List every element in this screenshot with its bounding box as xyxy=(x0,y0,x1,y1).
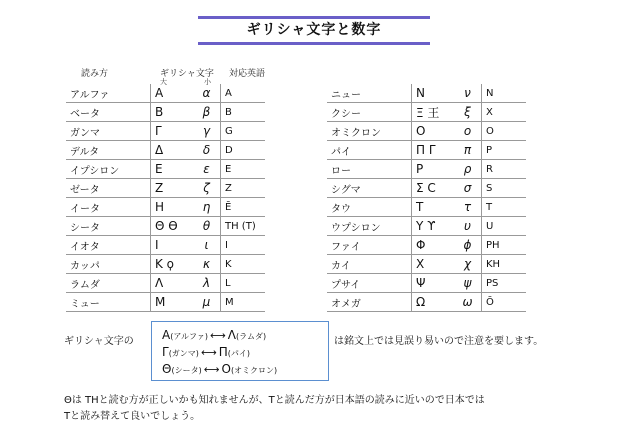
uppercase-letter: Ε xyxy=(151,160,194,179)
uppercase-letter: Ρ xyxy=(412,160,455,179)
letter-reading: アルファ xyxy=(66,84,151,103)
uppercase-letter: Ο xyxy=(412,122,455,141)
english-equivalent: O xyxy=(482,122,527,141)
letter-reading: ガンマ xyxy=(66,122,151,141)
english-equivalent: S xyxy=(482,179,527,198)
letter-b: Π xyxy=(218,345,228,359)
letter-reading: オメガ xyxy=(327,293,412,312)
english-equivalent: T xyxy=(482,198,527,217)
uppercase-letter: Α xyxy=(151,84,194,103)
letter-reading: ミュー xyxy=(66,293,151,312)
uppercase-letter: Β xyxy=(151,103,194,122)
uppercase-letter: Ν xyxy=(412,84,455,103)
letter-reading: ロー xyxy=(327,160,412,179)
uppercase-letter: Η xyxy=(151,198,194,217)
confusable-pair xyxy=(162,345,250,359)
confusable-letters-box xyxy=(151,321,329,381)
header-greek-lower: 小 xyxy=(204,78,211,86)
letter-a: Θ xyxy=(162,362,172,376)
uppercase-letter: Ξ 王 xyxy=(412,103,455,122)
letter-a: Α xyxy=(162,328,171,342)
uppercase-letter: Τ xyxy=(412,198,455,217)
uppercase-letter: Μ xyxy=(151,293,194,312)
english-equivalent: PH xyxy=(482,236,527,255)
english-equivalent: P xyxy=(482,141,527,160)
letter-reading: イプシロン xyxy=(66,160,151,179)
uppercase-letter: Κ ϙ xyxy=(151,255,194,274)
greek-letter-row xyxy=(327,122,526,141)
title-banner xyxy=(198,16,430,45)
uppercase-letter: Ζ xyxy=(151,179,194,198)
letter-a-reading: (アルファ) xyxy=(170,332,208,341)
letter-reading: デルタ xyxy=(66,141,151,160)
confusable-pair xyxy=(162,362,277,376)
title-rule-bottom xyxy=(198,42,430,45)
english-equivalent: KH xyxy=(482,255,527,274)
letter-reading: ウプシロン xyxy=(327,217,412,236)
lowercase-letter: δ xyxy=(193,141,221,160)
lowercase-letter: η xyxy=(193,198,221,217)
letter-reading: クシー xyxy=(327,103,412,122)
letter-reading: パイ xyxy=(327,141,412,160)
double-arrow-icon: ⟷ xyxy=(200,346,217,359)
letter-b: Ο xyxy=(221,362,231,376)
lowercase-letter: υ xyxy=(454,217,482,236)
greek-letter-row xyxy=(66,179,265,198)
letter-reading: シータ xyxy=(66,217,151,236)
letter-reading: ゼータ xyxy=(66,179,151,198)
letter-reading: ニュー xyxy=(327,84,412,103)
english-equivalent: Z xyxy=(221,179,266,198)
lowercase-letter: ξ xyxy=(454,103,482,122)
uppercase-letter: Υ ϒ xyxy=(412,217,455,236)
letter-reading: シグマ xyxy=(327,179,412,198)
english-equivalent: A xyxy=(221,84,266,103)
greek-letter-row xyxy=(66,103,265,122)
english-equivalent: B xyxy=(221,103,266,122)
uppercase-letter: Χ xyxy=(412,255,455,274)
footnote-line-1: Θは THと読む方が正しいかも知れませんが、Tと読んだ方が日本語の読みに近いので日本では xyxy=(64,395,485,406)
english-equivalent: M xyxy=(221,293,266,312)
greek-letter-row xyxy=(66,217,265,236)
english-equivalent: PS xyxy=(482,274,527,293)
letter-reading: ファイ xyxy=(327,236,412,255)
header-greek-upper: 大 xyxy=(160,78,167,86)
lowercase-letter: μ xyxy=(193,293,221,312)
header-reading: 読み方 xyxy=(81,69,109,79)
letter-reading: プサイ xyxy=(327,274,412,293)
greek-letter-row xyxy=(327,103,526,122)
uppercase-letter: Σ C xyxy=(412,179,455,198)
english-equivalent: R xyxy=(482,160,527,179)
english-equivalent: E xyxy=(221,160,266,179)
footnote-line-2: Tと読み替えて良いでしょう。 xyxy=(64,411,201,422)
lowercase-letter: κ xyxy=(193,255,221,274)
greek-letter-row xyxy=(327,255,526,274)
lowercase-letter: θ xyxy=(193,217,221,236)
greek-letter-row xyxy=(327,160,526,179)
lowercase-letter: σ xyxy=(454,179,482,198)
greek-letter-row xyxy=(327,198,526,217)
lowercase-letter: ε xyxy=(193,160,221,179)
english-equivalent: X xyxy=(482,103,527,122)
letter-b: Λ xyxy=(227,328,236,342)
letter-b-reading: (オミクロン) xyxy=(230,366,278,375)
lowercase-letter: λ xyxy=(193,274,221,293)
greek-letter-row xyxy=(327,217,526,236)
english-equivalent: I xyxy=(221,236,266,255)
lowercase-letter: γ xyxy=(193,122,221,141)
letter-reading: イータ xyxy=(66,198,151,217)
lowercase-letter: χ xyxy=(454,255,482,274)
lowercase-letter: τ xyxy=(454,198,482,217)
uppercase-letter: Λ xyxy=(151,274,194,293)
lowercase-letter: ψ xyxy=(454,274,482,293)
greek-letter-row xyxy=(66,84,265,103)
lowercase-letter: ι xyxy=(193,236,221,255)
letter-reading: ラムダ xyxy=(66,274,151,293)
lowercase-letter: α xyxy=(193,84,221,103)
letter-reading: ベータ xyxy=(66,103,151,122)
note-label: ギリシャ文字の xyxy=(64,336,134,347)
greek-letter-row xyxy=(327,236,526,255)
greek-table-left xyxy=(66,84,265,312)
lowercase-letter: ζ xyxy=(193,179,221,198)
uppercase-letter: Ω xyxy=(412,293,455,312)
greek-letter-row xyxy=(327,84,526,103)
english-equivalent: U xyxy=(482,217,527,236)
lowercase-letter: π xyxy=(454,141,482,160)
greek-letter-row xyxy=(66,141,265,160)
greek-letter-row xyxy=(327,293,526,312)
uppercase-letter: Γ xyxy=(151,122,194,141)
uppercase-letter: Δ xyxy=(151,141,194,160)
note-caution-text: は銘文上では見誤り易いので注意を要します。 xyxy=(334,336,544,347)
double-arrow-icon: ⟷ xyxy=(203,363,220,376)
letter-reading: イオタ xyxy=(66,236,151,255)
greek-letter-row xyxy=(327,141,526,160)
greek-letter-row xyxy=(66,198,265,217)
letter-a: Γ xyxy=(162,345,169,359)
uppercase-letter: Ι xyxy=(151,236,194,255)
header-english: 対応英語 xyxy=(229,69,266,79)
greek-table-right xyxy=(327,84,526,312)
lowercase-letter: β xyxy=(193,103,221,122)
letter-b-reading: (パイ) xyxy=(227,349,250,358)
lowercase-letter: ρ xyxy=(454,160,482,179)
page-title: ギリシャ文字と数字 xyxy=(246,22,382,38)
lowercase-letter: ϕ xyxy=(454,236,482,255)
double-arrow-icon: ⟷ xyxy=(209,329,226,342)
uppercase-letter: Ψ xyxy=(412,274,455,293)
lowercase-letter: ν xyxy=(454,84,482,103)
header-greek: ギリシャ文字 xyxy=(160,69,214,79)
greek-letter-row xyxy=(66,255,265,274)
uppercase-letter: Π Γ xyxy=(412,141,455,160)
greek-letter-row xyxy=(66,122,265,141)
letter-reading: カイ xyxy=(327,255,412,274)
english-equivalent: G xyxy=(221,122,266,141)
greek-letter-row xyxy=(327,179,526,198)
greek-letter-row xyxy=(66,274,265,293)
letter-a-reading: (ガンマ) xyxy=(168,349,199,358)
greek-letter-row xyxy=(66,160,265,179)
english-equivalent: Ō xyxy=(482,293,527,312)
letter-b-reading: (ラムダ) xyxy=(235,332,267,341)
greek-letter-row xyxy=(66,293,265,312)
letter-reading: オミクロン xyxy=(327,122,412,141)
english-equivalent: TH (T) xyxy=(221,217,266,236)
lowercase-letter: ω xyxy=(454,293,482,312)
english-equivalent: L xyxy=(221,274,266,293)
letter-reading: タウ xyxy=(327,198,412,217)
greek-letter-row xyxy=(327,274,526,293)
english-equivalent: Ē xyxy=(221,198,266,217)
uppercase-letter: Θ ϴ xyxy=(151,217,194,236)
english-equivalent: N xyxy=(482,84,527,103)
greek-letter-row xyxy=(66,236,265,255)
letter-reading: カッパ xyxy=(66,255,151,274)
lowercase-letter: ο xyxy=(454,122,482,141)
confusable-pair xyxy=(162,328,266,342)
english-equivalent: K xyxy=(221,255,266,274)
english-equivalent: D xyxy=(221,141,266,160)
uppercase-letter: Φ xyxy=(412,236,455,255)
letter-a-reading: (シータ) xyxy=(171,366,202,375)
